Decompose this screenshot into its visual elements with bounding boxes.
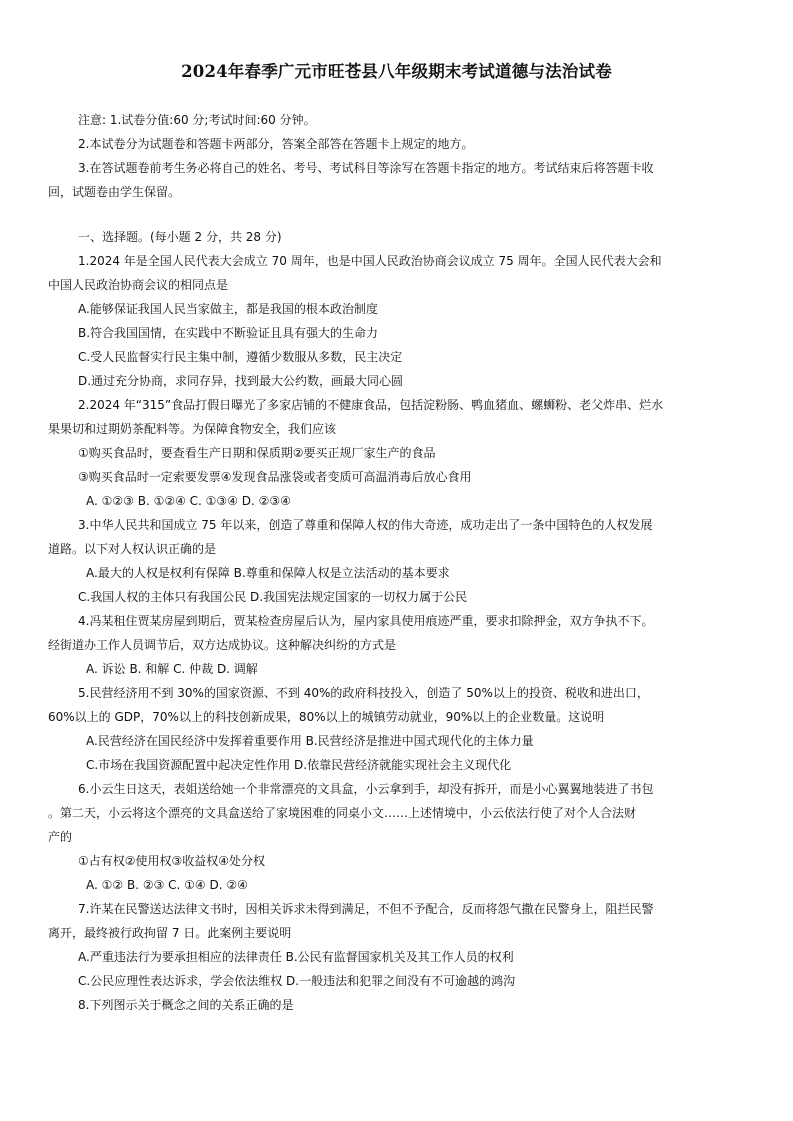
q7-options-cd: C.公民应理性表达诉求，学会依法维权 D.一般违法和犯罪之间没有不可逾越的鸿沟 [78,974,516,988]
q3-options-ab: A.最大的人权是权利有保障 B.尊重和保障人权是立法活动的基本要求 [86,566,450,580]
q4-options: A. 诉讼 B. 和解 C. 仲裁 D. 调解 [86,662,258,676]
q6-items: ①占有权②使用权③收益权④处分权 [78,854,266,868]
note-line-2: 2.本试卷分为试题卷和答题卡两部分，答案全部答在答题卡上规定的地方。 [78,137,474,151]
q6-stem-line-1: 6.小云生日这天，表姐送给她一个非常漂亮的文具盒，小云拿到手，却没有拆开，而是小心翼翼地装进了书包 [78,782,654,796]
q7-stem-line-1: 7.许某在民警送达法律文书时，因相关诉求未得到满足，不但不予配合，反而将怨气撒在民警身上，阻拦民警 [78,902,654,916]
q8-stem: 8.下列图示关于概念之间的关系正确的是 [78,998,294,1012]
q5-options-ab: A.民营经济在国民经济中发挥着重要作用 B.民营经济是推进中国式现代化的主体力量 [86,734,534,748]
exam-title: 2024年春季广元市旺苍县八年级期末考试道德与法治试卷 [181,62,612,81]
note-line-1: 注意: 1.试卷分值:60 分;考试时间:60 分钟。 [78,113,316,127]
q2-item-line-1: ①购买食品时，要查看生产日期和保质期②要买正规厂家生产的食品 [78,446,436,460]
q5-stem-line-1: 5.民营经济用不到 30%的国家资源、不到 40%的政府科技投入，创造了 50%以上的投资、税收和进出口， [78,686,649,700]
q1-option-b: B.符合我国国情，在实践中不断验证且具有强大的生命力 [78,326,379,340]
q6-options: A. ①② B. ②③ C. ①④ D. ②④ [86,878,248,892]
q2-options: A. ①②③ B. ①②④ C. ①③④ D. ②③④ [86,494,291,508]
q1-option-c: C.受人民监督实行民主集中制，遵循少数服从多数，民主决定 [78,350,403,364]
q4-stem-line-1: 4.冯某租住贾某房屋到期后，贾某检查房屋后认为，屋内家具使用痕迹严重，要求扣除押金，双方争执不下。 [78,614,654,628]
q3-stem-line-2: 道路。以下对人权认识正确的是 [48,542,217,556]
q1-option-d: D.通过充分协商，求同存异，找到最大公约数，画最大同心圆 [78,374,404,388]
note-line-4: 回，试题卷由学生保留。 [48,185,181,199]
note-line-3: 3.在答试题卷前考生务必将自己的姓名、考号、考试科目等涂写在答题卡指定的地方。考试结束后将答题卡收 [78,161,654,175]
q3-stem-line-1: 3.中华人民共和国成立 75 年以来，创造了尊重和保障人权的伟大奇迹，成功走出了一条中国特色的人权发展 [78,518,653,532]
q5-stem-line-2: 60%以上的 GDP，70%以上的科技创新成果，80%以上的城镇劳动就业，90%以上的企业数量。这说明 [48,710,605,724]
q7-options-ab: A.严重违法行为要承担相应的法律责任 B.公民有监督国家机关及其工作人员的权利 [78,950,514,964]
q1-option-a: A.能够保证我国人民当家做主，都是我国的根本政治制度 [78,302,378,316]
q3-options-cd: C.我国人权的主体只有我国公民 D.我国宪法规定国家的一切权力属于公民 [78,590,468,604]
q2-stem-line-1: 2.2024 年“315”食品打假日曝光了多家店铺的不健康食品，包括淀粉肠、鸭血猪血、螺蛳粉、老父炸串、烂水 [78,398,664,412]
q1-stem-line-2: 中国人民政治协商会议的相同点是 [48,278,229,292]
q2-item-line-2: ③购买食品时一定索要发票④发现食品涨袋或者变质可高温消毒后放心食用 [78,470,472,484]
section-header: 一、选择题。(每小题 2 分，共 28 分) [78,230,282,244]
q5-options-cd: C.市场在我国资源配置中起决定性作用 D.依靠民营经济就能实现社会主义现代化 [86,758,512,772]
q7-stem-line-2: 离开，最终被行政拘留 7 日。此案例主要说明 [48,926,292,940]
q6-stem-line-3: 产的 [48,830,73,844]
q1-stem-line-1: 1.2024 年是全国人民代表大会成立 70 周年，也是中国人民政治协商会议成立 75 周年。全国人民代表大会和 [78,254,662,268]
q2-stem-line-2: 果果切和过期奶茶配料等。为保障食物安全，我们应该 [48,422,337,436]
q4-stem-line-2: 经街道办工作人员调节后，双方达成协议。这种解决纠纷的方式是 [48,638,397,652]
q6-stem-line-2: 。第二天，小云将这个漂亮的文具盒送给了家境困难的同桌小文……上述情境中，小云依法行使了对个人合法财 [48,806,637,820]
